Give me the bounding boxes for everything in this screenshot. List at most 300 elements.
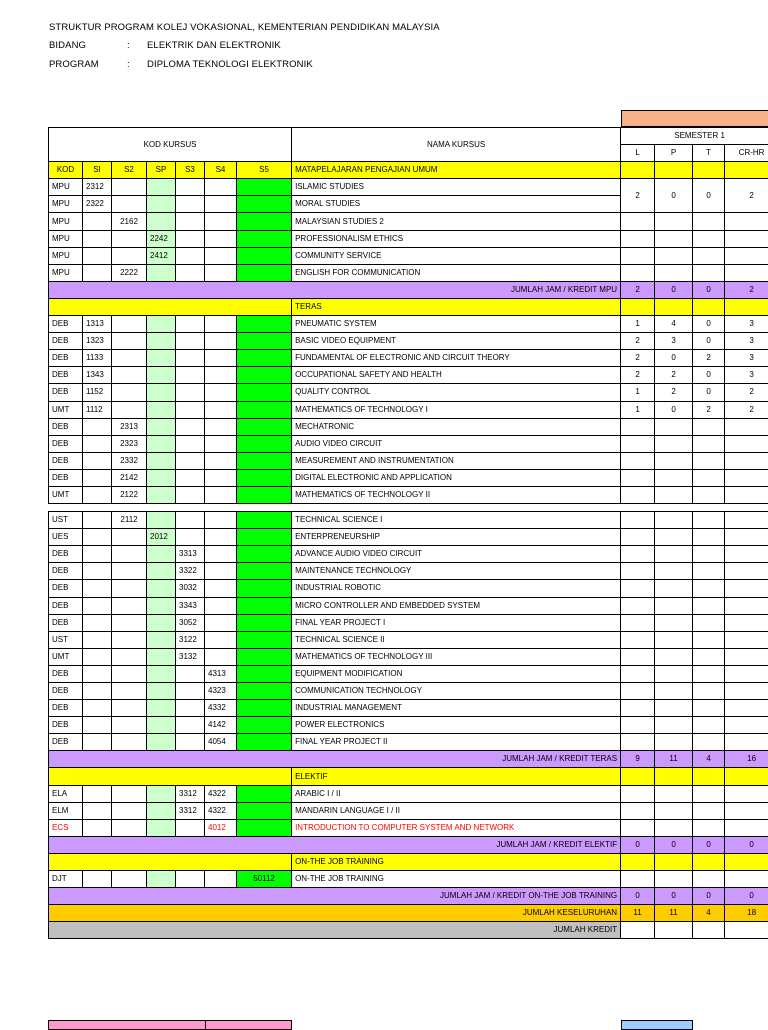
sem-value: 3 — [655, 333, 693, 350]
sem-cell — [725, 665, 768, 682]
sem-value: 1 — [621, 384, 655, 401]
sem-cell — [725, 580, 768, 597]
s1-cell: 1112 — [83, 401, 112, 418]
table-row — [49, 418, 768, 435]
total-value: 4 — [693, 751, 725, 768]
s2-cell — [112, 614, 147, 631]
total-value: 4 — [693, 905, 725, 922]
s5-cell — [237, 512, 292, 529]
s5-cell — [237, 683, 292, 700]
s3-cell — [176, 333, 205, 350]
sem-cell — [725, 819, 768, 836]
sem-cell — [693, 819, 725, 836]
sem-value: 2 — [725, 401, 768, 418]
s3-cell — [176, 734, 205, 751]
sem-value: 1 — [621, 401, 655, 418]
sem-value: 0 — [693, 179, 725, 213]
total-row — [49, 751, 768, 768]
s5-cell — [237, 648, 292, 665]
sem-value — [725, 486, 768, 503]
nama-kursus-cell: MATHEMATICS OF TECHNOLOGY I — [292, 401, 621, 418]
s4-cell — [205, 247, 237, 264]
s4-cell — [205, 871, 237, 888]
sem-cell — [621, 717, 655, 734]
sem-cell — [725, 512, 768, 529]
s4-cell — [205, 563, 237, 580]
s3-cell: 3132 — [176, 648, 205, 665]
s1-cell — [83, 247, 112, 264]
sem-cell — [621, 580, 655, 597]
sem-cell — [655, 298, 693, 315]
bidang-value: ELEKTRIK DAN ELEKTRONIK — [147, 40, 281, 51]
s1-cell — [83, 597, 112, 614]
s5-cell — [237, 717, 292, 734]
sp-cell — [147, 350, 176, 367]
sem-cell — [693, 230, 725, 247]
sem-value — [725, 418, 768, 435]
s1-cell — [83, 614, 112, 631]
kod-cell: DJT — [49, 871, 83, 888]
program-value: DIPLOMA TEKNOLOGI ELEKTRONIK — [147, 59, 313, 70]
sem-cell — [725, 802, 768, 819]
sem-cell — [655, 785, 693, 802]
sem-cell — [621, 683, 655, 700]
nama-kursus-cell: ON-THE JOB TRAINING — [292, 871, 621, 888]
sp-cell — [147, 452, 176, 469]
s3-cell — [176, 401, 205, 418]
s5-cell — [237, 469, 292, 486]
s3-cell — [176, 179, 205, 196]
sem-cell — [725, 648, 768, 665]
nama-kursus-cell: BASIC VIDEO EQUIPMENT — [292, 333, 621, 350]
sem-cell — [693, 529, 725, 546]
s2-cell — [112, 631, 147, 648]
total-row — [49, 922, 768, 939]
table-row — [49, 350, 768, 367]
kod-cell: DEB — [49, 563, 83, 580]
s5-cell — [237, 452, 292, 469]
legend-divider — [205, 1020, 238, 1030]
s5-cell — [237, 247, 292, 264]
s4-cell — [205, 350, 237, 367]
kod-cell: DEB — [49, 469, 83, 486]
sem-cell — [725, 597, 768, 614]
sem-cell — [621, 597, 655, 614]
sem-cell — [693, 264, 725, 281]
table-row — [49, 683, 768, 700]
table-row — [49, 401, 768, 418]
table-row — [49, 785, 768, 802]
nama-kursus-cell: AUDIO VIDEO CIRCUIT — [292, 435, 621, 452]
sp-cell — [147, 785, 176, 802]
kod-cell: DEB — [49, 418, 83, 435]
table-row — [49, 469, 768, 486]
s2-cell: 2142 — [112, 469, 147, 486]
kod-cell: DEB — [49, 734, 83, 751]
total-value: 0 — [725, 888, 768, 905]
s4-cell: 4313 — [205, 665, 237, 682]
kod-cell: UST — [49, 631, 83, 648]
nama-kursus-cell: ARABIC I / II — [292, 785, 621, 802]
sem-cell — [621, 230, 655, 247]
sem-value: 2 — [725, 384, 768, 401]
sem-cell — [725, 734, 768, 751]
total-label: JUMLAH JAM / KREDIT MPU — [49, 281, 621, 298]
nama-kursus-cell: TECHNICAL SCIENCE II — [292, 631, 621, 648]
table-row — [49, 247, 768, 264]
s4-cell — [205, 452, 237, 469]
s4-cell: 4142 — [205, 717, 237, 734]
s3-cell — [176, 247, 205, 264]
sp-cell — [147, 648, 176, 665]
sp-cell — [147, 213, 176, 230]
total-value — [621, 922, 655, 939]
sem-cell — [725, 563, 768, 580]
table-row — [49, 580, 768, 597]
sem-cell — [655, 563, 693, 580]
s2-cell — [112, 247, 147, 264]
s5-cell — [237, 597, 292, 614]
total-value: 0 — [693, 888, 725, 905]
s5-cell — [237, 264, 292, 281]
s2-cell — [112, 529, 147, 546]
nama-kursus-cell: MAINTENANCE TECHNOLOGY — [292, 563, 621, 580]
sem-cell — [693, 563, 725, 580]
nama-kursus-cell: POWER ELECTRONICS — [292, 717, 621, 734]
s4-cell — [205, 230, 237, 247]
table-row — [49, 452, 768, 469]
s5-cell — [237, 486, 292, 503]
nama-kursus-cell: FINAL YEAR PROJECT II — [292, 734, 621, 751]
s1-cell — [83, 469, 112, 486]
s4-cell: 4323 — [205, 683, 237, 700]
sp-cell — [147, 333, 176, 350]
s2-cell — [112, 785, 147, 802]
kod-cell: MPU — [49, 213, 83, 230]
s4-cell — [205, 580, 237, 597]
nama-kursus-cell: MORAL STUDIES — [292, 196, 621, 213]
sem-cell — [621, 785, 655, 802]
s4-cell — [205, 367, 237, 384]
sem-value — [693, 486, 725, 503]
sp-cell — [147, 700, 176, 717]
s2-cell — [112, 196, 147, 213]
sem-value — [655, 418, 693, 435]
s3-cell — [176, 213, 205, 230]
sp-cell — [147, 871, 176, 888]
table-row — [49, 717, 768, 734]
sem-col-header: CR-HR — [725, 145, 768, 162]
s3-cell — [176, 350, 205, 367]
s5-cell — [237, 401, 292, 418]
gap-cell — [292, 504, 621, 512]
table-row — [49, 179, 768, 196]
sp-cell — [147, 546, 176, 563]
kod-col-header: SI — [83, 162, 112, 179]
sem-cell — [693, 298, 725, 315]
sem-value — [655, 435, 693, 452]
sem-cell — [621, 512, 655, 529]
s5-cell — [237, 418, 292, 435]
sp-cell — [147, 563, 176, 580]
s5-cell — [237, 563, 292, 580]
s3-cell: 3312 — [176, 785, 205, 802]
total-value: 9 — [621, 751, 655, 768]
s1-cell — [83, 546, 112, 563]
sem-value — [725, 435, 768, 452]
gap-cell — [147, 504, 176, 512]
table-row — [49, 700, 768, 717]
s1-cell — [83, 580, 112, 597]
sem-value — [655, 452, 693, 469]
sem-cell — [621, 734, 655, 751]
sem-cell — [621, 162, 655, 179]
sp-cell — [147, 802, 176, 819]
sem-value: 3 — [725, 333, 768, 350]
sem-col-header: T — [693, 145, 725, 162]
s2-cell — [112, 401, 147, 418]
sem-cell — [693, 512, 725, 529]
kod-cell: DEB — [49, 700, 83, 717]
sem-cell — [725, 614, 768, 631]
legend-box-pink — [48, 1020, 292, 1030]
total-value: 0 — [655, 836, 693, 853]
s3-cell — [176, 196, 205, 213]
s1-cell — [83, 819, 112, 836]
sp-cell: 2242 — [147, 230, 176, 247]
s2-cell: 2323 — [112, 435, 147, 452]
kod-col-header: S5 — [237, 162, 292, 179]
s3-cell: 3032 — [176, 580, 205, 597]
sem-cell — [655, 717, 693, 734]
kod-cell: DEB — [49, 435, 83, 452]
total-label: JUMLAH JAM / KREDIT TERAS — [49, 751, 621, 768]
sem-value: 2 — [655, 384, 693, 401]
sp-cell — [147, 614, 176, 631]
s4-cell — [205, 384, 237, 401]
nama-kursus-cell: MALAYSIAN STUDIES 2 — [292, 213, 621, 230]
table-row — [49, 614, 768, 631]
s3-cell: 3343 — [176, 597, 205, 614]
s2-cell — [112, 384, 147, 401]
sem-value — [621, 486, 655, 503]
sp-cell: 2012 — [147, 529, 176, 546]
sem-cell — [693, 768, 725, 785]
sem-cell — [693, 717, 725, 734]
sem-cell — [655, 512, 693, 529]
total-row — [49, 905, 768, 922]
sem-cell — [725, 683, 768, 700]
s3-cell: 3322 — [176, 563, 205, 580]
sem-cell — [693, 614, 725, 631]
total-value: 0 — [693, 281, 725, 298]
sem-cell — [655, 700, 693, 717]
kod-col-header: SP — [147, 162, 176, 179]
sem-cell — [621, 247, 655, 264]
s2-cell — [112, 871, 147, 888]
sem-cell — [725, 785, 768, 802]
table-row — [49, 213, 768, 230]
total-value: 0 — [655, 281, 693, 298]
sp-cell — [147, 179, 176, 196]
total-label: JUMLAH KESELURUHAN — [49, 905, 621, 922]
total-label: JUMLAH KREDIT — [49, 922, 621, 939]
total-value: 16 — [725, 751, 768, 768]
sp-cell — [147, 819, 176, 836]
kod-cell: DEB — [49, 367, 83, 384]
kod-cell: DEB — [49, 597, 83, 614]
s3-cell: 3052 — [176, 614, 205, 631]
total-value: 0 — [621, 836, 655, 853]
sem-cell — [621, 648, 655, 665]
kod-cell: DEB — [49, 452, 83, 469]
s1-cell: 1323 — [83, 333, 112, 350]
sem-cell — [693, 546, 725, 563]
kod-cell: UMT — [49, 401, 83, 418]
s3-cell — [176, 418, 205, 435]
sem-cell — [655, 162, 693, 179]
total-value: 2 — [725, 281, 768, 298]
s2-cell — [112, 563, 147, 580]
total-value: 18 — [725, 905, 768, 922]
s3-cell — [176, 384, 205, 401]
section-title: MATAPELAJARAN PENGAJIAN UMUM — [292, 162, 621, 179]
sp-cell — [147, 631, 176, 648]
sem-cell — [655, 264, 693, 281]
kod-cell: DEB — [49, 546, 83, 563]
s3-cell — [176, 871, 205, 888]
s2-cell: 2112 — [112, 512, 147, 529]
s4-cell: 4322 — [205, 802, 237, 819]
s1-cell — [83, 230, 112, 247]
s4-cell — [205, 614, 237, 631]
total-label: JUMLAH JAM / KREDIT ELEKTIF — [49, 836, 621, 853]
section-header-row — [49, 768, 768, 785]
s1-cell — [83, 512, 112, 529]
nama-kursus-cell: MATHEMATICS OF TECHNOLOGY II — [292, 486, 621, 503]
sem-cell — [655, 802, 693, 819]
gap-cell — [205, 504, 237, 512]
s4-cell: 4332 — [205, 700, 237, 717]
sem-cell — [621, 700, 655, 717]
s2-cell — [112, 179, 147, 196]
nama-kursus-cell: ADVANCE AUDIO VIDEO CIRCUIT — [292, 546, 621, 563]
semester-header: SEMESTER 1 — [621, 128, 768, 145]
s1-cell: 1152 — [83, 384, 112, 401]
s2-cell: 2313 — [112, 418, 147, 435]
s4-cell — [205, 597, 237, 614]
s4-cell — [205, 512, 237, 529]
s4-cell — [205, 469, 237, 486]
s1-cell — [83, 213, 112, 230]
program-structure-table — [48, 127, 768, 939]
nama-kursus-cell: MATHEMATICS OF TECHNOLOGY III — [292, 648, 621, 665]
s4-cell — [205, 401, 237, 418]
sem-cell — [621, 264, 655, 281]
s4-cell — [205, 179, 237, 196]
s2-cell — [112, 350, 147, 367]
total-row — [49, 281, 768, 298]
sem-cell — [655, 665, 693, 682]
s3-cell — [176, 367, 205, 384]
s5-cell — [237, 580, 292, 597]
s4-cell — [205, 529, 237, 546]
nama-kursus-cell: INDUSTRIAL ROBOTIC — [292, 580, 621, 597]
sem-cell — [621, 819, 655, 836]
sem-cell — [725, 717, 768, 734]
s1-cell — [83, 529, 112, 546]
section-header-row — [49, 162, 768, 179]
total-value — [693, 922, 725, 939]
s3-cell — [176, 230, 205, 247]
table-row — [49, 316, 768, 333]
s4-cell — [205, 333, 237, 350]
sp-cell — [147, 580, 176, 597]
nama-kursus-cell: PNEUMATIC SYSTEM — [292, 316, 621, 333]
total-value — [655, 922, 693, 939]
sem-cell — [693, 683, 725, 700]
s5-cell — [237, 529, 292, 546]
total-row — [49, 836, 768, 853]
sem-cell — [621, 871, 655, 888]
table-row — [49, 648, 768, 665]
s1-cell — [83, 683, 112, 700]
sp-cell — [147, 717, 176, 734]
sem-value: 0 — [655, 401, 693, 418]
s5-cell — [237, 785, 292, 802]
sem-cell — [725, 871, 768, 888]
sem-cell — [655, 614, 693, 631]
sp-cell — [147, 435, 176, 452]
section-header-row — [49, 853, 768, 870]
s2-cell — [112, 597, 147, 614]
sem-cell — [725, 298, 768, 315]
sem-cell — [621, 665, 655, 682]
gap-cell — [655, 504, 693, 512]
total-value: 11 — [621, 905, 655, 922]
s1-cell — [83, 648, 112, 665]
sem-cell — [693, 665, 725, 682]
sp-cell — [147, 597, 176, 614]
table-row — [49, 367, 768, 384]
sem-cell — [725, 213, 768, 230]
legend-box-blue — [621, 1020, 693, 1030]
s2-cell — [112, 230, 147, 247]
s2-cell — [112, 700, 147, 717]
nama-kursus-cell: FUNDAMENTAL OF ELECTRONIC AND CIRCUIT THEORY — [292, 350, 621, 367]
nama-kursus-cell: TECHNICAL SCIENCE I — [292, 512, 621, 529]
nama-kursus-cell: ENGLISH FOR COMMUNICATION — [292, 264, 621, 281]
s1-cell: 2312 — [83, 179, 112, 196]
s5-cell — [237, 196, 292, 213]
sem-value: 2 — [621, 179, 655, 213]
s2-cell — [112, 367, 147, 384]
nama-kursus-cell: MICRO CONTROLLER AND EMBEDDED SYSTEM — [292, 597, 621, 614]
sem-cell — [693, 853, 725, 870]
kod-cell: DEB — [49, 384, 83, 401]
table-row — [49, 665, 768, 682]
s5-cell — [237, 700, 292, 717]
sem-cell — [655, 648, 693, 665]
sp-cell — [147, 196, 176, 213]
sp-cell — [147, 401, 176, 418]
sem-cell — [655, 597, 693, 614]
sem-value — [693, 418, 725, 435]
s3-cell — [176, 683, 205, 700]
sem-cell — [693, 785, 725, 802]
kod-cell: MPU — [49, 230, 83, 247]
s1-cell — [83, 734, 112, 751]
